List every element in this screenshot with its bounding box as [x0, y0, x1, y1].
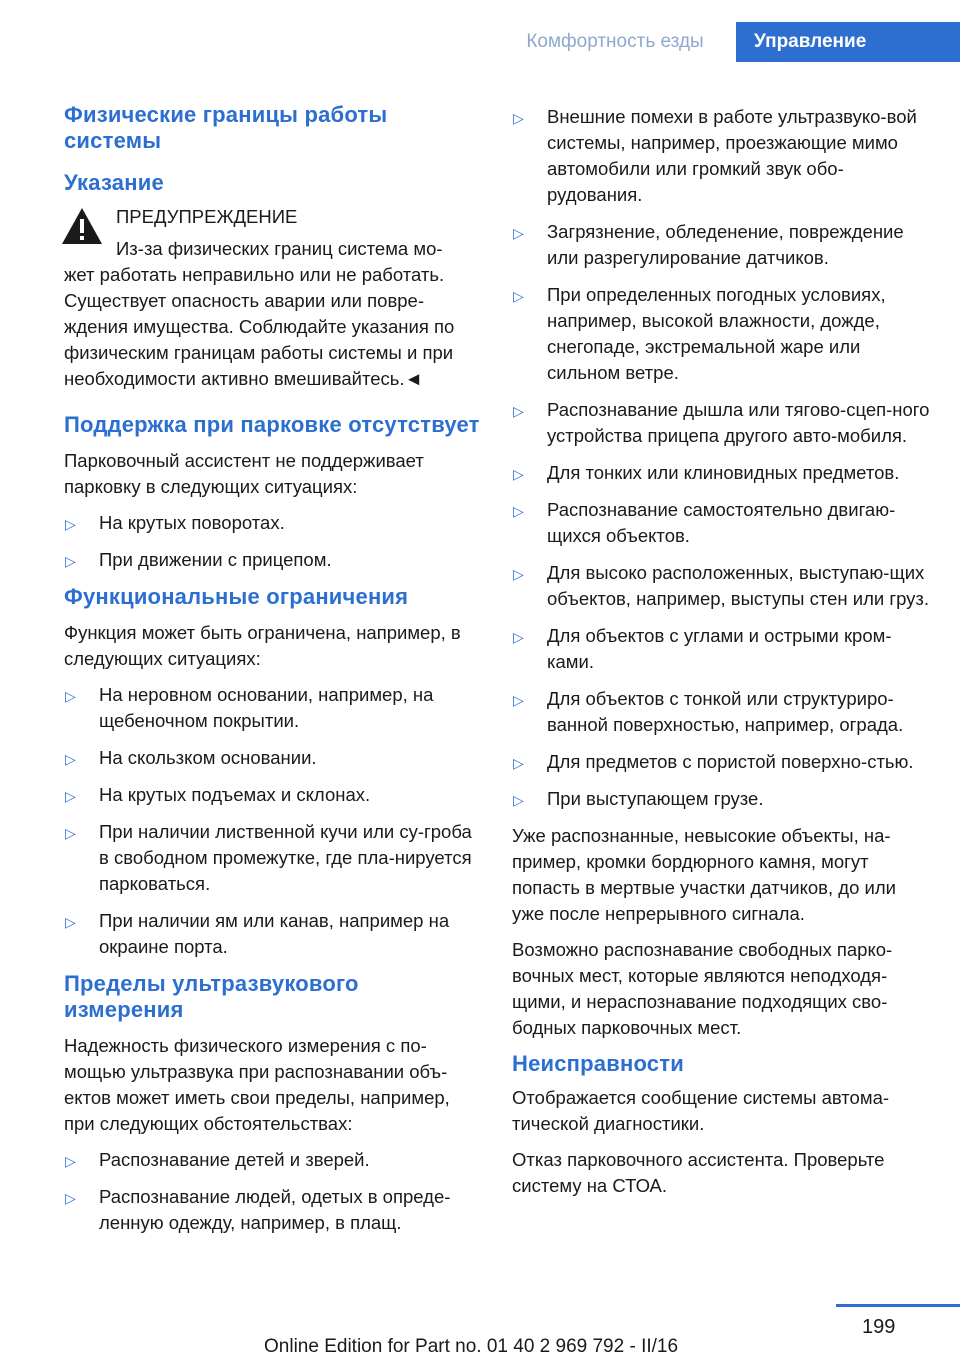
triangle-right-icon: ▷	[65, 1153, 76, 1169]
list-item: ▷ При наличии лиственной кучи или су-гроба в свободном промежутке, где пла-нируется парковаться.	[65, 821, 472, 894]
list-item: ▷ Загрязнение, обледенение, повреждение или разрегулирование датчиков.	[513, 221, 904, 268]
heading-ultrasonic-limits: Пределы ультразвукового измерения	[64, 971, 359, 1022]
header-section-title: Комфортность езды	[526, 31, 704, 52]
paragraph-blind-spots: Уже распознанные, невысокие объекты, на-пример, кромки бордюрного камня, могут попасть в мертвые участки датчиков, до или уже после непрерывного сигнала.	[512, 825, 896, 924]
list-item: ▷ Распознавание детей и зверей.	[64, 1147, 480, 1173]
warning-text-rest: жет работать неправильно или не работать. Существует опасность аварии или повре-ждения имущества. Соблюдайте указания по физическим границам работы системы и при необходимости активно вмешивайтесь.◄	[64, 264, 455, 389]
paragraph-no-support: Парковочный ассистент не поддерживает парковку в следующих ситуациях:	[64, 450, 424, 497]
warning-triangle-icon	[60, 206, 104, 246]
triangle-right-icon: ▷	[65, 825, 76, 841]
list-item: ▷ Распознавание дышла или тягово-сцеп-ного устройства прицепа другого авто-мобиля.	[513, 399, 930, 446]
right-column	[512, 100, 932, 1209]
triangle-right-icon: ▷	[65, 788, 76, 804]
paragraph-assistant-failure: Отказ парковочного ассистента. Проверьте систему на СТОА.	[512, 1149, 885, 1196]
triangle-right-icon: ▷	[513, 288, 524, 304]
triangle-right-icon: ▷	[65, 914, 76, 930]
list-item: ▷ При выступающем грузе.	[512, 786, 932, 812]
paragraph-ultrasonic-limits: Надежность физического измерения с по-мощью ультразвука при распознавании объ-ектов может иметь свои пределы, например, при следующих обстоятельствах:	[64, 1035, 450, 1134]
list-item: ▷ Для высоко расположенных, выступаю-щих объектов, например, выступы стен или груз.	[513, 562, 930, 609]
page-header	[0, 0, 960, 62]
list-item: ▷ Распознавание самостоятельно двигаю-щихся объектов.	[513, 499, 896, 546]
list-item: ▷ На неровном основании, например, на щебеночном покрытии.	[65, 684, 434, 731]
heading-no-parking-support: Поддержка при парковке отсутствует	[64, 412, 480, 437]
heading-note: Указание	[64, 170, 164, 195]
list-ultrasonic-limits-continued	[512, 104, 932, 812]
list-no-support	[64, 510, 480, 573]
paragraph-diagnostics-message: Отображается сообщение системы автома-тической диагностики.	[512, 1087, 890, 1134]
heading-physical-limits: Физические границы работы системы	[64, 102, 388, 153]
list-item: ▷ Для предметов с пористой поверхно-стью.	[512, 749, 932, 775]
list-item: ▷ При движении с прицепом.	[64, 547, 480, 573]
warning-text-first-line: Из-за физических границ система мо-	[116, 238, 443, 259]
header-chapter-tab: Управление	[736, 22, 960, 62]
heading-malfunctions: Неисправности	[512, 1051, 684, 1076]
list-item: ▷ Распознавание людей, одетых в опреде-ленную одежду, например, в плащ.	[65, 1186, 451, 1233]
list-item: ▷ На крутых подъемах и склонах.	[64, 782, 480, 808]
heading-functional-limits: Функциональные ограничения	[64, 584, 409, 609]
triangle-right-icon: ▷	[65, 688, 76, 704]
list-ultrasonic-limits	[64, 1147, 480, 1236]
list-item: ▷ На скользком основании.	[64, 745, 480, 771]
page-number: 199	[862, 1316, 896, 1338]
triangle-right-icon: ▷	[513, 503, 524, 519]
triangle-right-icon: ▷	[513, 110, 524, 126]
triangle-right-icon: ▷	[513, 792, 524, 808]
list-item: ▷ Для объектов с тонкой или структуриро-ванной поверхностью, например, ограда.	[513, 688, 904, 735]
paragraph-space-detection: Возможно распознавание свободных парко-вочных мест, которые являются неподходя-щими, и нераспознавание подходящих сво-бодных парковочных мест.	[512, 939, 893, 1038]
triangle-right-icon: ▷	[65, 1190, 76, 1206]
triangle-right-icon: ▷	[513, 403, 524, 419]
list-item: ▷ При наличии ям или канав, например на окраине порта.	[65, 910, 450, 957]
triangle-right-icon: ▷	[513, 755, 524, 771]
triangle-right-icon: ▷	[513, 692, 524, 708]
warning-title: ПРЕДУПРЕЖДЕНИЕ	[116, 206, 298, 227]
list-item: ▷ Для тонких или клиновидных предметов.	[512, 460, 932, 486]
footer-accent-line	[836, 1304, 960, 1307]
triangle-right-icon: ▷	[65, 516, 76, 532]
triangle-right-icon: ▷	[513, 466, 524, 482]
list-item: ▷ Внешние помехи в работе ультразвуко-вой системы, например, проезжающие мимо автомобили или громкий звук обо-рудования.	[513, 106, 917, 205]
triangle-right-icon: ▷	[65, 553, 76, 569]
list-functional-limits	[64, 682, 480, 960]
warning-box	[64, 204, 480, 392]
triangle-right-icon: ▷	[513, 566, 524, 582]
triangle-right-icon: ▷	[513, 629, 524, 645]
triangle-right-icon: ▷	[513, 225, 524, 241]
warning-text	[64, 236, 480, 392]
left-column	[64, 100, 480, 1247]
paragraph-functional-limits: Функция может быть ограничена, например, в следующих ситуациях:	[64, 622, 461, 669]
list-item: ▷ Для объектов с углами и острыми кром-ками.	[513, 625, 892, 672]
edition-note: Online Edition for Part no. 01 40 2 969 792 - II/16	[264, 1336, 679, 1357]
list-item: ▷ При определенных погодных условиях, например, высокой влажности, дожде, снегопаде, экстремальной жаре или сильном ветре.	[513, 284, 886, 383]
triangle-right-icon: ▷	[65, 751, 76, 767]
list-item: ▷ На крутых поворотах.	[64, 510, 480, 536]
